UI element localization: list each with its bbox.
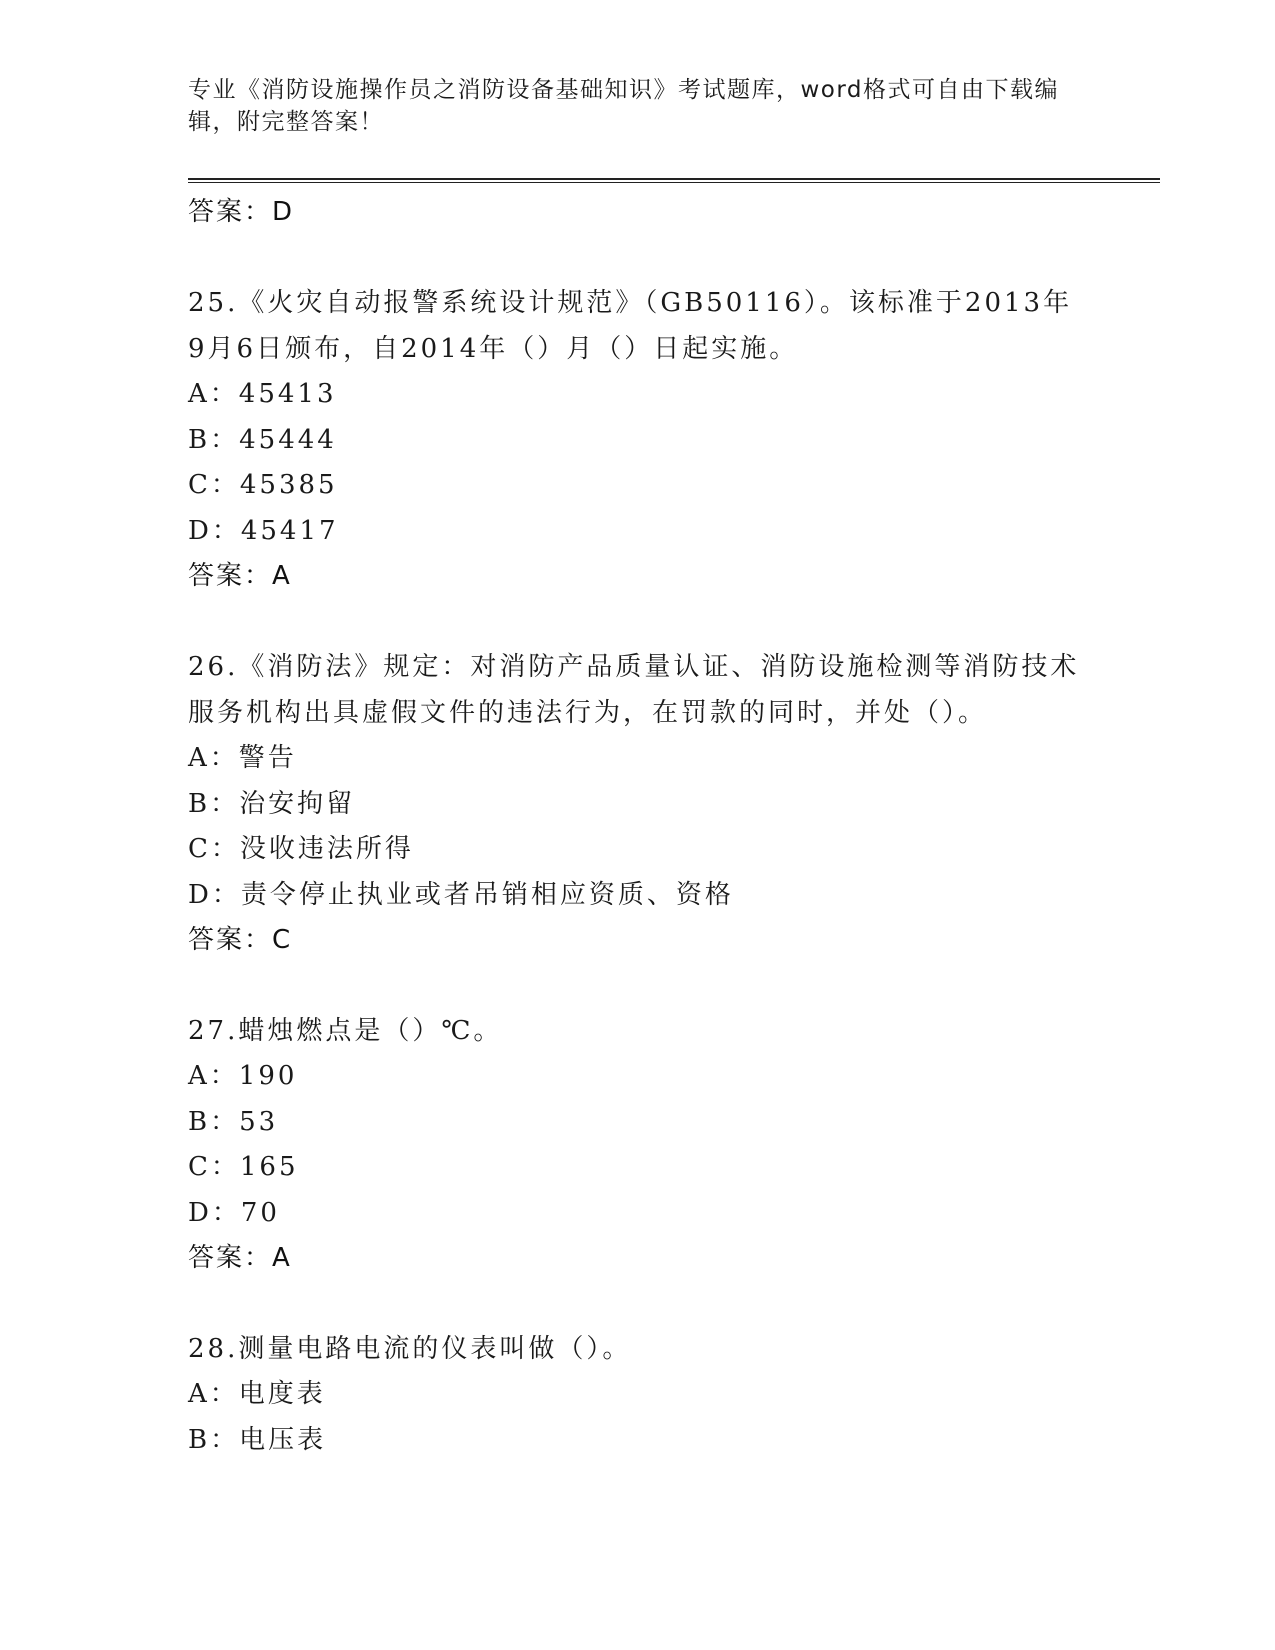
option-a: A：190	[188, 1061, 298, 1091]
answer-line: 答案：A	[188, 561, 292, 591]
option-d: D：责令停止执业或者吊销相应资质、资格	[188, 879, 734, 910]
option-a: A：警告	[188, 743, 297, 773]
question-27	[188, 1008, 1088, 1280]
question-25	[188, 280, 1088, 598]
option-a: A：45413	[188, 379, 337, 409]
option-b: B：53	[188, 1106, 279, 1137]
option-c: C：45385	[188, 470, 338, 500]
question-26	[188, 644, 1088, 962]
question-28	[188, 1326, 1088, 1463]
answer-line: 答案：C	[188, 925, 293, 955]
question-text: 25.《火灾自动报警系统设计规范》（GB50116）。该标准于2013年9月6日颁布，自2014年（）月（）日起实施。	[188, 288, 1073, 364]
option-a: A：电度表	[188, 1379, 326, 1409]
option-c: C：165	[188, 1152, 299, 1182]
header-divider	[188, 178, 1160, 183]
question-text: 28.测量电路电流的仪表叫做（）。	[188, 1334, 632, 1364]
option-b: B：治安拘留	[188, 788, 356, 819]
option-b: B：45444	[188, 424, 337, 455]
header-text: 专业《消防设施操作员之消防设备基础知识》考试题库，word格式可自由下载编辑，附完整答案！	[188, 77, 1060, 135]
option-b: B：电压表	[188, 1424, 327, 1455]
option-c: C：没收违法所得	[188, 834, 414, 864]
answer-line: 答案：D	[188, 197, 295, 227]
document-body	[188, 190, 1088, 1463]
answer-line: 答案：A	[188, 1243, 292, 1273]
option-d: D：70	[188, 1197, 280, 1228]
question-text: 26.《消防法》规定：对消防产品质量认证、消防设施检测等消防技术服务机构出具虚假文件的违法行为，在罚款的同时，并处（）。	[188, 652, 1080, 728]
option-d: D：45417	[188, 515, 339, 546]
question-text: 27.蜡烛燃点是（）℃。	[188, 1016, 503, 1046]
